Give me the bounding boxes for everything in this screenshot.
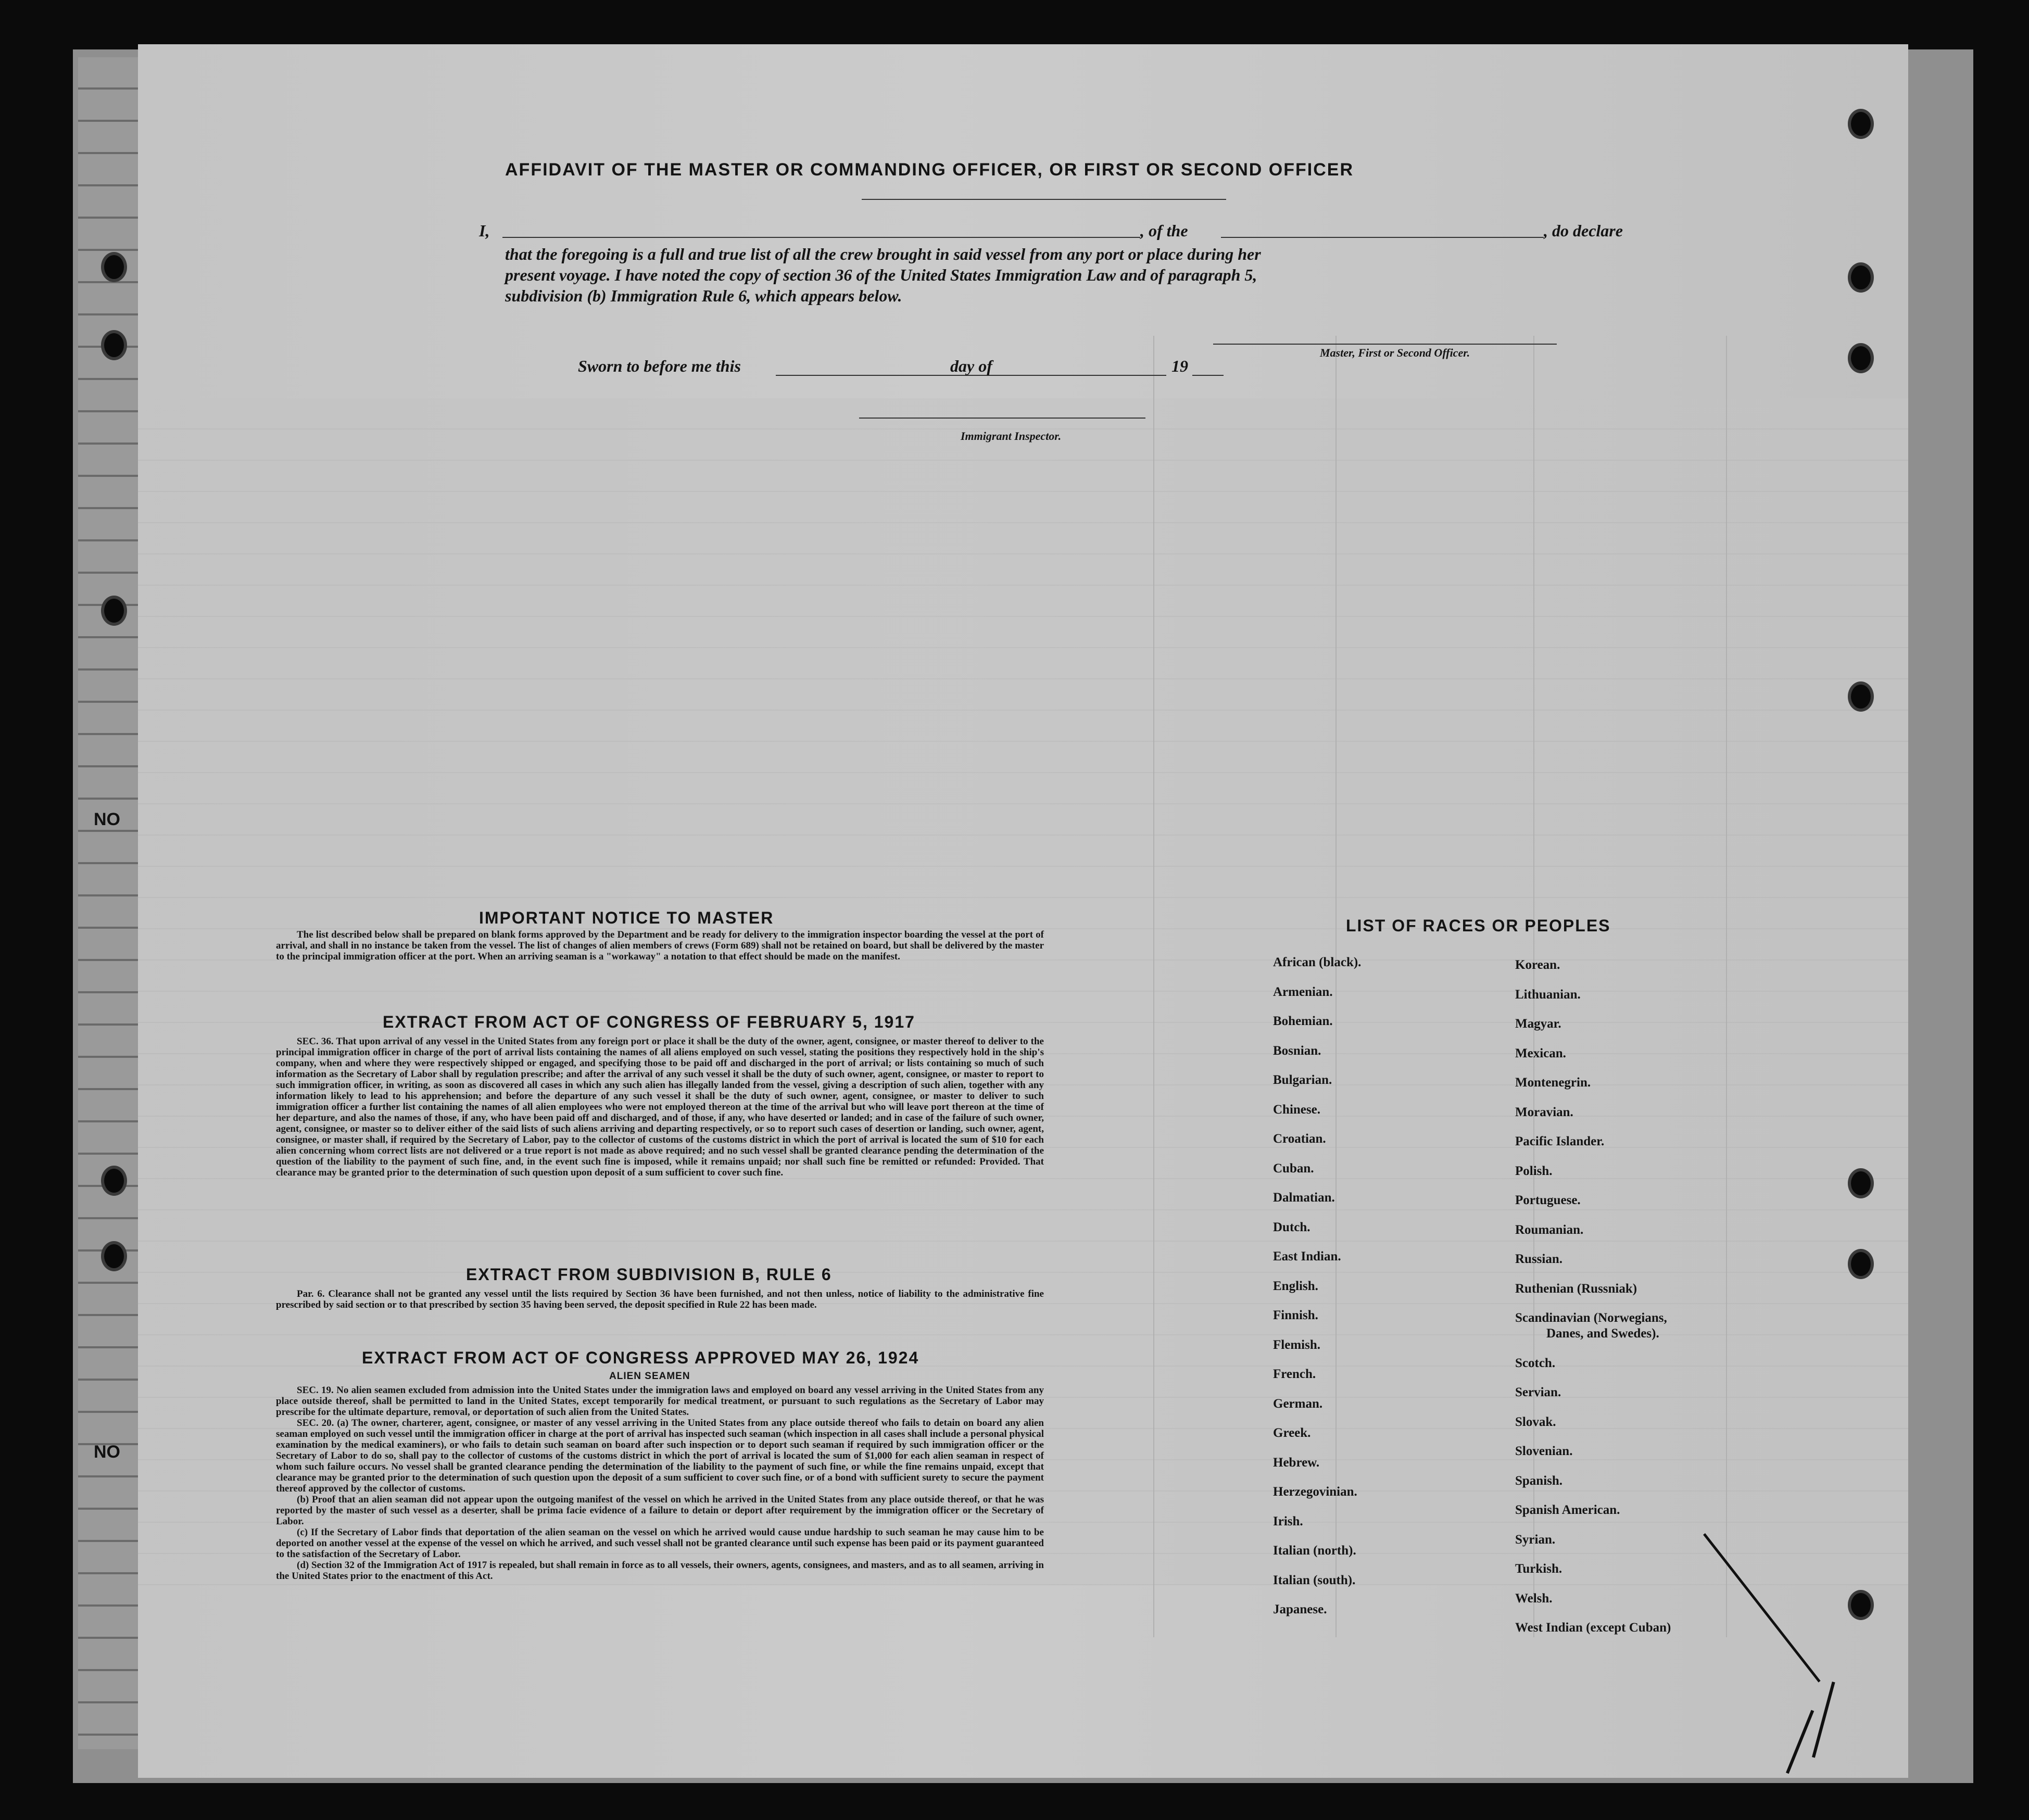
race-item: Roumanian.	[1515, 1222, 1584, 1237]
race-item: Dalmatian.	[1273, 1191, 1335, 1205]
race-item: Italian (north).	[1273, 1544, 1356, 1558]
race-item: Scotch.	[1515, 1356, 1556, 1370]
affidavit-i: I,	[479, 221, 490, 240]
title-underline	[862, 199, 1226, 200]
race-item: Russian.	[1515, 1252, 1563, 1266]
race-item: Slovenian.	[1515, 1444, 1573, 1458]
affidavit-of-the: , of the	[1140, 221, 1188, 240]
notice-body: The list described below shall be prepared on blank forms approved by the Department and be ready for delivery to the immigration inspector boarding the vessel at the port of arrival, and shall in no instance be taken from the vessel. The list of changes of alien members of crews (Form 689) shall not be retained on board, but shall be delivered by the master to the principal immigration officer at the port. When an arriving seaman is a "workaway" a notation to that effect should be made on the manifest.	[276, 929, 1044, 962]
vessel-fill-line	[1221, 237, 1544, 238]
affidavit-line-4: subdivision (b) Immigration Rule 6, which appears below.	[505, 286, 902, 305]
affidavit-line-2: that the foregoing is a full and true list of all the crew brought in said vessel from any port or place during her	[505, 245, 1261, 263]
punch-hole	[1851, 112, 1871, 136]
inspector-label: Immigrant Inspector.	[961, 429, 1062, 443]
sworn-statement: Sworn to before me this	[578, 357, 741, 375]
punch-hole	[1851, 685, 1871, 709]
margin-stub-label-b: NO	[94, 1442, 120, 1462]
ghost-column-line	[1726, 336, 1727, 1637]
race-item: Turkish.	[1515, 1562, 1562, 1576]
sworn-day-of: day of	[950, 357, 992, 375]
races-right-column	[1515, 958, 1671, 1650]
punch-hole	[104, 255, 124, 279]
race-item: Chinese.	[1273, 1102, 1320, 1117]
notice-title: IMPORTANT NOTICE TO MASTER	[479, 908, 774, 927]
race-item: Portuguese.	[1515, 1193, 1581, 1207]
race-item: Lithuanian.	[1515, 987, 1581, 1002]
punch-hole	[104, 599, 124, 623]
races-left-column	[1273, 955, 1361, 1632]
race-item: East Indian.	[1273, 1249, 1341, 1263]
ruled-margin-strip	[78, 57, 141, 1749]
race-item: German.	[1273, 1396, 1323, 1411]
race-item: Japanese.	[1273, 1602, 1327, 1616]
ghost-column-line	[1153, 336, 1154, 1637]
pen-stroke	[1786, 1710, 1814, 1774]
margin-stub-label-a: NO	[94, 810, 120, 829]
race-item: Montenegrin.	[1515, 1076, 1591, 1090]
race-item: Herzegovinian.	[1273, 1485, 1357, 1499]
inspector-signature-line	[859, 418, 1145, 419]
race-item: Hebrew.	[1273, 1455, 1320, 1470]
master-signature-label: Master, First or Second Officer.	[1320, 346, 1470, 359]
race-item: Bulgarian.	[1273, 1073, 1332, 1087]
extract-rule6-title: EXTRACT FROM SUBDIVISION B, RULE 6	[466, 1265, 832, 1284]
race-item: Magyar.	[1515, 1017, 1561, 1031]
extract-1917-body: SEC. 36. That upon arrival of any vessel in the United States from any foreign port or place it shall be the duty of the owner, agent, consignee, or master thereof to deliver to the principal immigration officer in charge of the port of arrival lists containing the names of all aliens employed on such vessel, stating the positions they respectively hold in the ship's company, when and where they were respectively shipped or engaged, and specifying those to be paid off and discharged in the port of arrival; or lists containing so much of such information as the Secretary of Labor shall by regulation prescribe; and after the arrival of any such vessel it shall be the duty of such owner, agent, consignee, or master to report to such immigration officer, in writing, as soon as discovered all cases in which any such alien has illegally landed from the vessel, giving a description of such alien, together with any information likely to lead to his apprehension; and before the departure of any such vessel it shall be the duty of such owner, agent, consignee, or master to deliver to such immigration officer a further list containing the names of all alien employees who were not employed thereon at the time of the arrival but who will leave port thereon at the time of her departure, and also the names of those, if any, who have been paid off and discharged, and of those, if any, who have deserted or landed; and in case of the failure of such owner, agent, consignee, or master so to deliver either of the said lists of such aliens arriving and departing respectively, or so to report such cases of desertion or landing, such owner, agent, consignee, or master shall, if required by the Secretary of Labor, pay to the collector of customs of the customs district in which the port of arrival is located the sum of $10 for each alien concerning whom correct lists are not delivered or a true report is not made as above required; and no such vessel shall be granted clearance pending the determination of the question of the liability to the payment of such fine, and, in the event such fine is imposed, while it remains unpaid; nor shall such fine be remitted or refunded: Provided. That clearance may be granted prior to the determination of such question upon deposit of a sum sufficient to cover such fine.	[276, 1036, 1044, 1178]
race-item: Polish.	[1515, 1164, 1553, 1178]
race-item: Italian (south).	[1273, 1573, 1356, 1587]
race-item: Spanish.	[1515, 1473, 1563, 1488]
race-item: Welsh.	[1515, 1591, 1553, 1606]
affidavit-do-declare: , do declare	[1544, 221, 1623, 240]
extract-1917-title: EXTRACT FROM ACT OF CONGRESS OF FEBRUARY 5, 1917	[383, 1013, 915, 1031]
race-item: Irish.	[1273, 1514, 1303, 1528]
race-item: French.	[1273, 1367, 1316, 1381]
punch-hole	[1851, 1252, 1871, 1276]
punch-hole	[1851, 1171, 1871, 1195]
name-fill-line	[502, 237, 1140, 238]
race-item: Mexican.	[1515, 1046, 1566, 1060]
race-item: African (black).	[1273, 955, 1362, 969]
affidavit-title: AFFIDAVIT OF THE MASTER OR COMMANDING OFFICER, OR FIRST OR SECOND OFFICER	[505, 160, 1354, 180]
sworn-year: 19	[1171, 357, 1188, 375]
race-item: Armenian.	[1273, 984, 1333, 999]
punch-hole	[1851, 346, 1871, 370]
extract-1924-subtitle: ALIEN SEAMEN	[609, 1371, 690, 1382]
sworn-year-line	[1192, 375, 1224, 376]
race-item: Finnish.	[1273, 1308, 1318, 1322]
race-item: West Indian (except Cuban)	[1515, 1621, 1671, 1635]
race-item: Syrian.	[1515, 1532, 1556, 1547]
race-item: Bosnian.	[1273, 1043, 1321, 1058]
extract-rule6-body: Par. 6. Clearance shall not be granted any vessel until the lists required by Section 36 have been furnished, and not then unless, notice of liability to the administrative fine prescribed by said section or to that prescribed by section 35 having been served, the deposit specified in Rule 22 has been made.	[276, 1288, 1044, 1310]
race-item: Moravian.	[1515, 1105, 1573, 1119]
race-item: Pacific Islander.	[1515, 1134, 1605, 1148]
punch-hole	[104, 1244, 124, 1268]
punch-hole	[1851, 1593, 1871, 1617]
race-item: Dutch.	[1273, 1220, 1310, 1234]
pen-stroke	[1812, 1682, 1835, 1758]
race-item: English.	[1273, 1279, 1318, 1293]
race-item: Slovak.	[1515, 1414, 1556, 1429]
race-item: Danes, and Swedes).	[1546, 1326, 1659, 1341]
race-item: Korean.	[1515, 958, 1560, 972]
race-item: Cuban.	[1273, 1161, 1314, 1176]
affidavit-line-3: present voyage. I have noted the copy of section 36 of the United States Immigration Law and of paragraph 5,	[505, 266, 1257, 284]
master-signature-line	[1213, 344, 1557, 345]
races-title: LIST OF RACES OR PEOPLES	[1346, 916, 1611, 935]
punch-hole	[1851, 266, 1871, 289]
extract-1924-title: EXTRACT FROM ACT OF CONGRESS APPROVED MAY 26, 1924	[362, 1348, 919, 1367]
race-item: Greek.	[1273, 1426, 1311, 1440]
race-item: Servian.	[1515, 1385, 1561, 1399]
extract-1924-body: SEC. 19. No alien seamen excluded from admission into the United States under the immigration laws and employed on board any vessel arriving in the United States from any place outside thereof, shall be permitted to land in the United States, except temporarily for medical treatment, or pursuant to such regulations as the Secretary of Labor may prescribe for the ultimate departure, removal, or deportation of such alien from the United States. SEC. 20. (a) The owner, charterer, agent, consignee, or master of any vessel arriving in the United States from any place outside thereof who fails to detain on board any alien seaman employed on such vessel until the immigration officer in charge at the port of arrival has inspected such seaman (which inspection in all cases shall include a personal physical examination by the medical examiners), or who fails to detain such seaman on board after such inspection or to deport such seaman if required by such immigration officer or the Secretary of Labor to do so, shall pay to the collector of customs of the customs district in which the port of arrival is located the sum of $1,000 for each alien seaman in respect of whom such failure occurs. No vessel shall be granted clearance pending the determination of the liability to the payment of such fine, or while the fine remains unpaid, except that clearance may be granted prior to the determination of such question upon the deposit of a sum sufficient to cover such fine, or of a bond with sufficient surety to secure the payment thereof approved by the collector of customs. (b) Proof that an alien seaman did not appear upon the outgoing manifest of the vessel on which he arrived in the United States from any place outside thereof, or that he was reported by the master of such vessel as a deserter, shall be prima facie evidence of a failure to detain or deport after requirement by the immigration officer or the Secretary of Labor. (c) If the Secretary of Labor finds that deportation of the alien seaman on the vessel on which he arrived would cause undue hardship to such seaman he may cause him to be deported on another vessel at the expense of the vessel on which he arrived, and such vessel shall not be granted clearance until such expense has been paid or its payment guaranteed to the satisfaction of the Secretary of Labor. (d) Section 32 of the Immigration Act of 1917 is repealed, but shall remain in force as to all vessels, their owners, agents, consignees, and masters, and as to all seamen, arriving in the United States prior to the enactment of this Act.	[276, 1385, 1044, 1582]
sworn-month-line	[1002, 375, 1166, 376]
race-item: Ruthenian (Russniak)	[1515, 1281, 1637, 1296]
race-item: Croatian.	[1273, 1132, 1326, 1146]
punch-hole	[104, 1169, 124, 1193]
race-item: Spanish American.	[1515, 1503, 1620, 1517]
race-item: Scandinavian (Norwegians,	[1515, 1311, 1667, 1325]
race-item: Bohemian.	[1273, 1014, 1333, 1028]
race-item: Flemish.	[1273, 1337, 1320, 1352]
punch-hole	[104, 333, 124, 357]
manifest-page	[138, 44, 1908, 1778]
